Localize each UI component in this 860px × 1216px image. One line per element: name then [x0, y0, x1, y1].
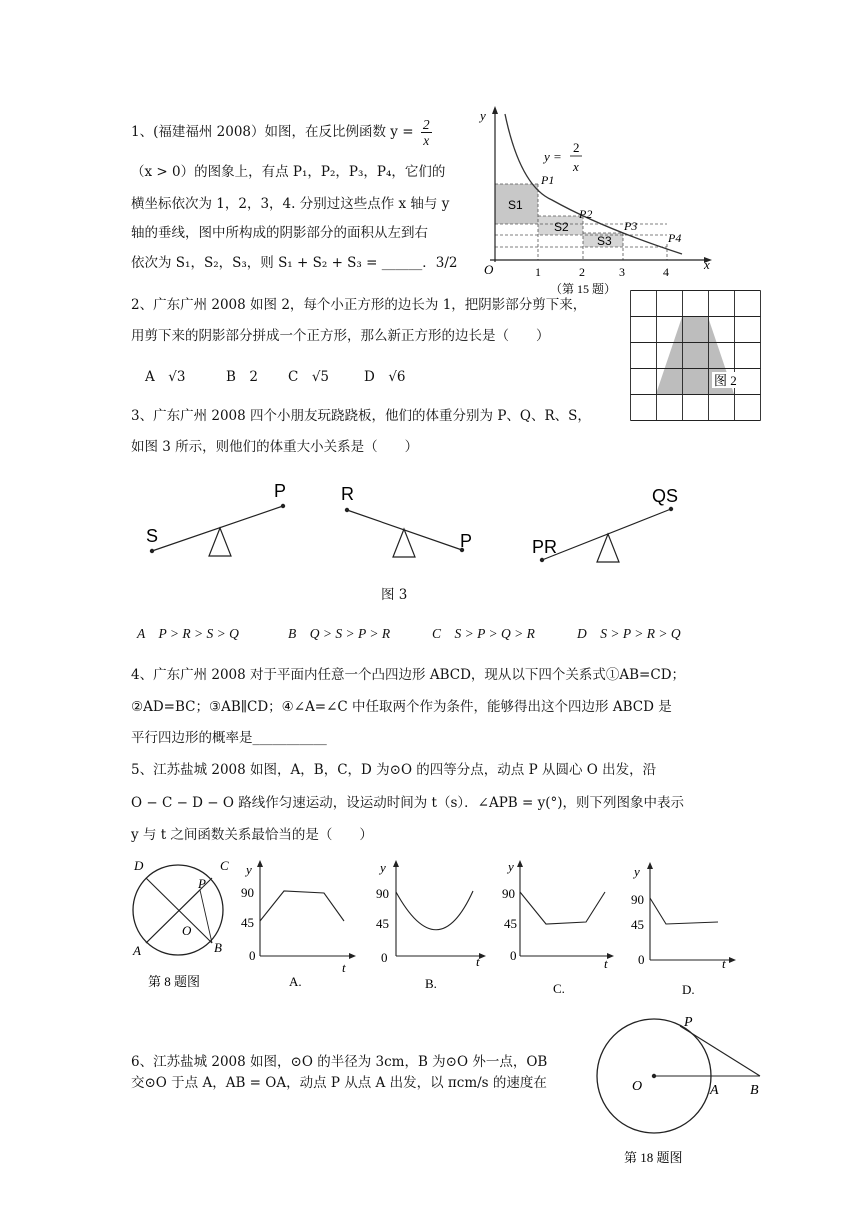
q3-option-b: B Q > S > P > R — [288, 626, 391, 641]
q2-option-b: B 2 — [226, 369, 259, 385]
q3-line2: 如图 3 所示，则他们的体重大小关系是（ ） — [131, 439, 419, 455]
q3-seesaw3-high: QS — [652, 486, 679, 506]
q1-fig-y-label: y — [480, 108, 486, 123]
q2-line2: 用剪下来的阴影部分拼成一个正方形，那么新正方形的边长是（ ） — [131, 328, 550, 344]
q3-seesaw2-low: P — [460, 531, 473, 551]
q5-graph-c-curve — [520, 892, 605, 924]
q2-option-a: A √3 — [145, 369, 186, 385]
q4-line2: ②AD=BC；③AB∥CD；④∠A=∠C 中任取两个作为条件，能够得出这个四边形 ABCD 是 — [131, 699, 672, 715]
q1-fig-p1: P1 — [541, 173, 555, 187]
q2-option-d: D √6 — [364, 369, 406, 385]
q5-graph-c-zero: 0 — [510, 948, 517, 963]
q5-graph-b-label: B. — [425, 976, 437, 991]
q5-graph-d-t: t — [722, 956, 726, 971]
q3-option-a: A P > R > S > Q — [137, 626, 239, 641]
q2-figure-label: 图 2 — [714, 373, 737, 388]
q1-fig-s1: S1 — [508, 198, 523, 212]
q3-option-c: C S > P > Q > R — [432, 626, 535, 641]
q5-graph-b — [370, 856, 490, 996]
q5-graph-c-tick-45: 45 — [504, 916, 517, 931]
q1-fig-func-den: x — [573, 159, 579, 174]
q5-graph-d-curve — [650, 898, 718, 924]
q1-fig-p4: P4 — [668, 231, 682, 245]
q5-graph-c-y: y — [508, 859, 514, 874]
q5-graph-d-zero: 0 — [638, 952, 645, 967]
q5-graph-b-tick-90: 90 — [376, 886, 389, 901]
q2-line1: 2、广东广州 2008 如图 2，每个小正方形的边长为 1，把阴影部分剪下来， — [131, 297, 587, 313]
q5-graph-c — [498, 856, 618, 996]
q5-line2: O − C − D − O 路线作匀速运动，设运动时间为 t（s）．∠APB = y(°)，则下列图象中表示 — [131, 795, 685, 811]
q5-graph-a-zero: 0 — [249, 948, 256, 963]
q6-label-a: A — [710, 1083, 719, 1098]
q1-line3: 横坐标依次为 1，2，3，4. 分别过这些点作 x 轴与 y — [131, 196, 450, 212]
q5-label-c: C — [220, 858, 229, 873]
q1-fig-func-num: 2 — [573, 140, 580, 155]
q6-line1: 6、江苏盐城 2008 如图，⊙O 的半径为 3cm，B 为⊙O 外一点，OB — [131, 1054, 548, 1070]
q5-graph-d-y: y — [634, 864, 640, 879]
q5-graph-b-curve — [396, 891, 473, 930]
q1-fig-p2: P2 — [579, 207, 593, 221]
q5-label-d: D — [134, 858, 144, 873]
q5-graph-a-curve — [260, 891, 344, 921]
q6-caption: 第 18 题图 — [624, 1150, 683, 1165]
q5-graph-a — [240, 856, 360, 996]
q4-line3: 平行四边形的概率是___________ — [131, 730, 327, 746]
q6-label-b: B — [750, 1083, 759, 1098]
q6-figure — [592, 1008, 792, 1168]
q1-fig-caption: （第 15 题） — [550, 282, 617, 296]
q5-graph-a-tick-45: 45 — [241, 915, 254, 930]
q1-fig-s2: S2 — [554, 220, 569, 234]
q1-fig-x-label: x — [704, 257, 710, 272]
q1-fig-s3: S3 — [597, 234, 612, 248]
q5-circle-figure — [126, 856, 238, 996]
q1-fig-origin: O — [484, 262, 494, 277]
q5-graph-b-zero: 0 — [381, 950, 388, 965]
q2-grid-figure — [630, 290, 764, 424]
q5-graph-c-tick-90: 90 — [502, 886, 515, 901]
q4-line1: 4、广东广州 2008 对于平面内任意一个凸四边形 ABCD，现从以下四个关系式①AB=CD； — [131, 667, 686, 683]
q5-graph-a-y: y — [246, 862, 252, 877]
q5-line1: 5、江苏盐城 2008 如图，A，B，C，D 为⊙O 的四等分点，动点 P 从圆心 O 出发，沿 — [131, 762, 657, 778]
q3-seesaw-figure — [140, 480, 700, 580]
q5-graph-c-label: C. — [553, 981, 565, 996]
q1-fig-func-lhs: y = — [544, 149, 562, 164]
q1-frac-den: x — [423, 133, 430, 148]
q1-figure — [472, 104, 720, 302]
q3-caption: 图 3 — [381, 587, 408, 603]
q1-fig-p3: P3 — [624, 219, 638, 233]
q3-seesaw1-low: S — [146, 526, 159, 546]
q5-label-a: A — [133, 943, 141, 958]
q1-line4: 轴的垂线，图中所构成的阴影部分的面积从左到右 — [131, 225, 428, 241]
q1-line5: 依次为 S₁，S₂，S₃，则 S₁ + S₂ + S₃ = ______．3/2 — [131, 255, 458, 271]
q1-fig-tick-3: 3 — [619, 265, 625, 279]
q5-graph-b-y: y — [380, 860, 386, 875]
q5-graph-d — [628, 856, 748, 996]
q5-graph-a-tick-90: 90 — [241, 885, 254, 900]
q5-graph-c-t: t — [604, 956, 608, 971]
q1-line1: 1、(福建福州 2008）如图，在反比例函数 y = $\frac{2}{x}$ — [131, 117, 430, 148]
q3-seesaw3-low: PR — [532, 537, 558, 557]
q1-fig-tick-4: 4 — [663, 265, 669, 279]
q5-line3: y 与 t 之间函数关系最恰当的是（ ） — [131, 827, 373, 843]
q6-line2: 交⊙O 于点 A，AB = OA，动点 P 从点 A 出发，以 πcm/s 的速度在 — [131, 1075, 547, 1091]
q2-option-c: C √5 — [288, 369, 330, 385]
q5-graph-d-tick-45: 45 — [631, 917, 644, 932]
q5-label-b: B — [214, 940, 222, 955]
q1-fig-tick-1: 1 — [535, 265, 541, 279]
q3-option-d: D S > P > R > Q — [577, 626, 681, 641]
q3-seesaw2-high: R — [341, 484, 354, 504]
q5-graph-d-label: D. — [682, 982, 695, 996]
q5-graph-d-tick-90: 90 — [631, 892, 644, 907]
q5-label-o: O — [182, 923, 192, 938]
q5-graph-b-tick-45: 45 — [376, 916, 389, 931]
q5-graph-a-t: t — [342, 960, 346, 975]
q6-label-o: O — [632, 1079, 643, 1094]
q3-line1: 3、广东广州 2008 四个小朋友玩跷跷板，他们的体重分别为 P、Q、R、S， — [131, 408, 591, 424]
q6-label-p: P — [684, 1015, 693, 1030]
q1-frac-num: 2 — [422, 117, 430, 132]
q1-fig-tick-2: 2 — [579, 265, 585, 279]
q5-graph-a-label: A. — [289, 974, 302, 989]
q1-line2: （x > 0）的图象上，有点 P₁，P₂，P₃，P₄，它们的 — [131, 164, 446, 180]
q5-circle-caption: 第 8 题图 — [148, 974, 201, 989]
q3-seesaw1-high: P — [274, 481, 287, 501]
q5-label-p: P — [198, 876, 206, 891]
q5-graph-b-t: t — [476, 954, 480, 969]
